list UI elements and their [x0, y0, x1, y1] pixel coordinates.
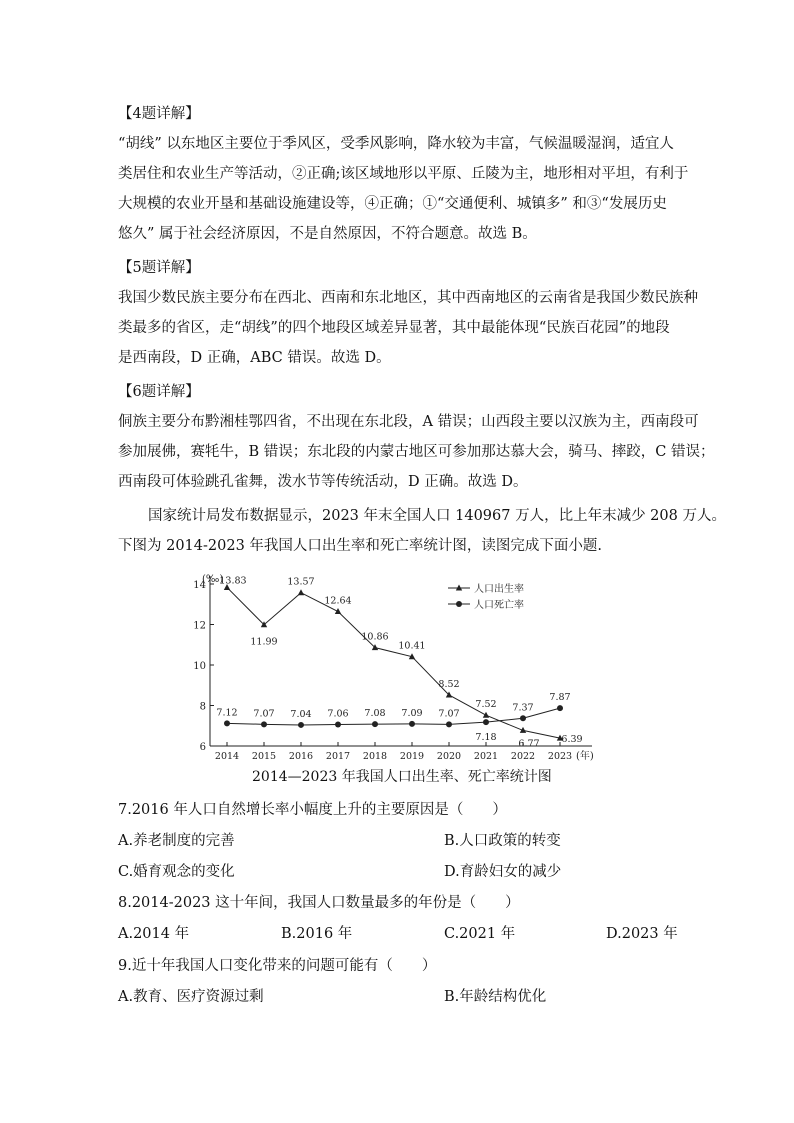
- q5-line-3: 是西南段，D 正确，ABC 错误。故选 D。: [118, 350, 391, 366]
- x-tick-label: 2018: [362, 751, 388, 762]
- y-tick-label: 14: [193, 580, 206, 591]
- x-tick-label: 2023: [547, 751, 573, 762]
- q4-line-4: 悠久” 属于社会经济原因，不是自然原因，不符合题意。故选 B。: [118, 226, 537, 242]
- birth-rate-data-label: 13.57: [287, 576, 315, 588]
- birth-rate-point: [298, 589, 304, 595]
- chart-title: 2014—2023 年我国人口出生率、死亡率统计图: [252, 769, 552, 785]
- birth-rate-data-label: 13.83: [219, 575, 247, 587]
- q9-option-b[interactable]: B.年龄结构优化: [444, 989, 547, 1005]
- death-rate-point: [261, 721, 267, 727]
- death-rate-point: [520, 715, 526, 721]
- intro-line-1: 国家统计局发布数据显示，2023 年末全国人口 140967 万人，比上年末减少 208 万人。: [148, 508, 726, 524]
- birth-rate-data-label: 7.52: [475, 699, 497, 711]
- y-tick-label: 8: [199, 701, 206, 713]
- y-tick-label: 12: [193, 620, 206, 632]
- death-rate-point: [409, 721, 415, 727]
- x-tick-label: 2016: [288, 751, 314, 762]
- death-rate-data-label: 7.09: [401, 707, 423, 719]
- birth-rate-data-label: 10.86: [361, 631, 389, 643]
- x-tick-label: 2022: [510, 751, 536, 762]
- x-tick-label: 2020: [436, 751, 462, 762]
- x-tick-label: 2019: [399, 751, 425, 762]
- y-tick-label: 6: [199, 742, 206, 753]
- q8-option-c[interactable]: C.2021 年: [444, 926, 516, 942]
- death-rate-point: [298, 722, 304, 728]
- death-rate-data-label: 7.04: [290, 708, 312, 720]
- death-rate-data-label: 7.07: [253, 708, 275, 720]
- q4-line-2: 类居住和农业生产等活动，②正确;该区域地形以平原、丘陵为主，地形相对平坦，有利于: [118, 166, 689, 182]
- x-tick-label: 2017: [325, 751, 351, 762]
- intro-line-2: 下图为 2014-2023 年我国人口出生率和死亡率统计图，读图完成下面小题.: [118, 538, 603, 554]
- q8-stem: 8.2014-2023 这十年间，我国人口数量最多的年份是（ ）: [118, 895, 520, 911]
- x-axis-label: (年): [576, 751, 594, 762]
- birth-rate-data-label: 6.39: [561, 734, 583, 746]
- death-rate-data-label: 7.87: [549, 692, 571, 704]
- death-rate-data-label: 7.12: [216, 707, 238, 719]
- death-rate-point: [224, 720, 230, 726]
- death-rate-data-label: 7.37: [512, 702, 534, 714]
- y-axis-label: (‰): [202, 574, 224, 585]
- q7-option-d[interactable]: D.育龄妇女的减少: [444, 864, 562, 880]
- series-line-death-rate: [227, 708, 560, 725]
- q8-option-d[interactable]: D.2023 年: [606, 926, 678, 942]
- birth-rate-data-label: 10.41: [398, 640, 426, 652]
- q7-option-b[interactable]: B.人口政策的转变: [444, 833, 561, 849]
- birth-rate-point: [483, 712, 489, 718]
- q5-line-1: 我国少数民族主要分布在西北、西南和东北地区，其中西南地区的云南省是我国少数民族种: [118, 290, 698, 306]
- q9-option-a[interactable]: A.教育、医疗资源过剩: [118, 989, 264, 1005]
- q4-line-1: “胡线” 以东地区主要位于季风区，受季风影响，降水较为丰富，气候温暖湿润，适宜人: [118, 136, 674, 152]
- q7-option-c[interactable]: C.婚育观念的变化: [118, 864, 235, 880]
- legend-circle-marker: [456, 601, 462, 607]
- legend-entry-label: 人口出生率: [474, 584, 524, 595]
- q5-heading: 【5题详解】: [118, 260, 200, 276]
- death-rate-point: [335, 722, 341, 728]
- q4-heading: 【4题详解】: [118, 106, 200, 122]
- q7-option-a[interactable]: A.养老制度的完善: [118, 833, 235, 849]
- death-rate-data-label: 7.06: [327, 708, 349, 720]
- q6-line-3: 西南段可体验跳孔雀舞，泼水节等传统活动，D 正确。故选 D。: [118, 474, 528, 490]
- birth-rate-data-label: 11.99: [250, 636, 278, 648]
- x-tick-label: 2015: [251, 751, 277, 762]
- birth-rate-point: [335, 608, 341, 614]
- q5-line-2: 类最多的省区，走“胡线”的四个地段区域差异显著，其中最能体现“民族百花园”的地段: [118, 320, 670, 336]
- q6-heading: 【6题详解】: [118, 384, 200, 400]
- death-rate-data-label: 7.07: [438, 708, 460, 720]
- y-tick-label: 10: [193, 661, 206, 672]
- death-rate-data-label: 7.08: [364, 708, 386, 720]
- q6-line-2: 参加展佛，赛牦牛，B 错误；东北段的内蒙古地区可参加那达慕大会，骑马、摔跤，C 错误；: [118, 444, 715, 460]
- death-rate-point: [483, 719, 489, 725]
- death-rate-point: [372, 721, 378, 727]
- death-rate-point: [557, 705, 563, 711]
- birth-rate-data-label: 8.52: [438, 678, 460, 690]
- q8-option-a[interactable]: A.2014 年: [118, 926, 190, 942]
- birth-rate-data-label: 6.77: [518, 738, 540, 750]
- q6-line-1: 侗族主要分布黔湘桂鄂四省，不出现在东北段，A 错误；山西段主要以汉族为主，西南段可: [118, 414, 699, 430]
- q7-stem: 7.2016 年人口自然增长率小幅度上升的主要原因是（ ）: [118, 802, 507, 818]
- q4-line-3: 大规模的农业开垦和基础设施建设等，④正确；①“交通便利、城镇多” 和③“发展历史: [118, 196, 667, 212]
- x-tick-label: 2021: [473, 751, 499, 762]
- population-chart: [190, 566, 610, 786]
- q9-stem: 9.近十年我国人口变化带来的问题可能有（ ）: [118, 958, 437, 974]
- death-rate-data-label: 7.18: [475, 732, 497, 744]
- legend-entry-label: 人口死亡率: [474, 600, 524, 611]
- death-rate-point: [446, 721, 452, 727]
- chart-svg: [190, 566, 610, 766]
- birth-rate-data-label: 12.64: [324, 595, 352, 607]
- x-tick-label: 2014: [214, 751, 240, 762]
- q8-option-b[interactable]: B.2016 年: [281, 926, 353, 942]
